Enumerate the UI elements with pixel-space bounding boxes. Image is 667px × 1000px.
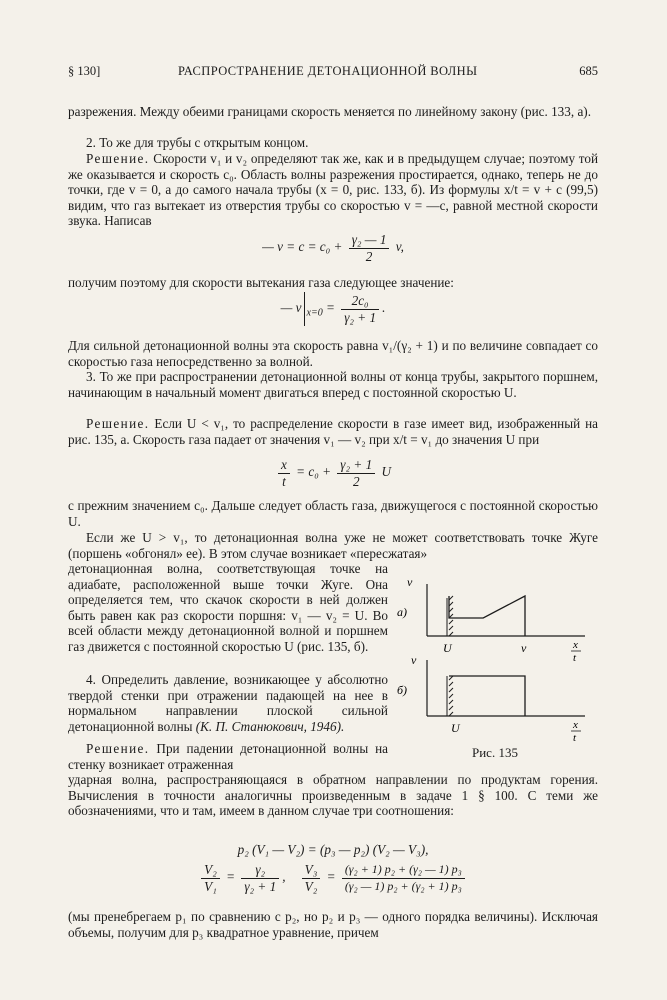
panel-b-tick-U: U [451, 721, 460, 735]
text-after-eq2: Для сильной детонационной волны эта скорость равна v₁/(γ₂ + 1) и по величине совпадает со скоростью газа непосредственно за волной. [68, 338, 598, 369]
running-header [68, 64, 598, 82]
solution-3: Решение. Если U < v₁, то распределение скорости в газе имеет вид, изображенный на рис. 135, а. Скорость газа падает от значения v₁ — v₂ при x/t = v₁ до значения U при [68, 416, 598, 447]
paragraph-u-narrow: детонационная волна, соответствующая точке на адиабате, расположенной выше точки Жуге. Она определяется тем, что скачок скорости в ней должен быть равен как раз скорости поршня: v₁ — v₂ = U. Во всей области между детонационной волной и поршнем газ движется с постоянной скоростью U (рис. 135, б). [68, 561, 388, 654]
panel-a-tick-v: v [521, 641, 527, 655]
problem-4: 4. Определить давление, возникающее у абсолютно твердой стенки при отражении падающей на нее в нормальном направлении плоской сильной детонационной волны (К. П. Станюкович, 1946). [68, 672, 388, 734]
panel-b-velocity-profile [449, 676, 525, 716]
problem-3: 3. То же при распространении детонационной волны от конца трубы, закрытого поршнем, начинающим в начальный момент двигаться вперед с постоянной скоростью U. [68, 369, 598, 400]
last-paragraph: (мы пренебрегаем p₁ по сравнению с p₂, но p₂ и p₃ — одного порядка величины). Исключая объемы, получим для p₃ квадратное уравнение, причем [68, 909, 598, 940]
page-number: 685 [579, 64, 598, 78]
solution-4-narrow: Решение. При падении детонационной волны на стенку возникает отраженная [68, 741, 389, 772]
panel-b-label: б) [397, 683, 408, 697]
paragraph-u-greater: Если же U > v₁, то детонационная волна уже не может соответствовать точке Жуге (поршень «обгонял» ее). В этом случае возникает «пересжатая» [68, 530, 598, 561]
panel-a-x-num: x [573, 639, 578, 651]
panel-b-wall-hatch [447, 676, 453, 716]
panel-b-x-num: x [573, 719, 578, 731]
text-after-eq3: с прежним значением c₀. Дальше следует область газа, движущегося с постоянной скоростью U. [68, 498, 598, 529]
panel-b-y-label: v [411, 653, 417, 667]
section-mark: § 130] [68, 64, 101, 78]
equation-5: $\frac{\text{V₂}}{\text{V₁}}$ = $\frac{\text{γ₂}}{\text{γ₂ + 1}}$ , $\frac{\text{V₃}}{\text{V₂}}$ = $\frac{\text{(γ₂ + 1) p₂ + (γ₂ — 1) p₃}}{\text{(γ₂ — 1) p₂ + (γ₂ + 1) p₃}}$ [68, 862, 598, 894]
panel-a-y-label: v [407, 575, 413, 589]
problem-2: 2. То же для трубы с открытым концом. [86, 135, 309, 150]
panel-a-tick-U: U [443, 641, 452, 655]
panel-a-velocity-profile [449, 596, 525, 636]
figure-135 [397, 575, 605, 766]
equation-4: p₂ (V₁ — V₂) = (p₃ — p₂) (V₂ — V₃), [237, 842, 429, 857]
equation-2: — v $_{x=0}$ = $\frac{\text{2c₀}}{\text{γ₂ + 1}}$ . [280, 292, 386, 325]
solution-4-full: ударная волна, распространяющаяся в обратном направлении по продуктам горения. Вычисления в точности аналогичны произведенным в задаче 1 § 100. С теми же обозначениями, что и там, имеем в данном случае три соотношения: [68, 772, 598, 819]
panel-a-x-den: t [573, 652, 577, 664]
equation-1: — v = c = c₀ + $\frac{\text{γ₂ — 1}}{2}$ v, [262, 232, 404, 264]
panel-a-label: а) [397, 605, 407, 619]
header-title: РАСПРОСТРАНЕНИЕ ДЕТОНАЦИОННОЙ ВОЛНЫ [178, 64, 478, 78]
equation-3: $\frac{x}{t}$ = c₀ + $\frac{\text{γ₂ + 1}}{2}$ U [68, 457, 598, 489]
panel-b-x-den: t [573, 732, 577, 744]
solution-label: Решение. [86, 151, 150, 166]
panel-a-wall-hatch [447, 596, 453, 636]
figure-caption: Рис. 135 [472, 745, 518, 760]
solution-2: Решение. Скорости v₁ и v₂ определяют так же, как и в предыдущем случае; поэтому той же оказывается и скорость c₀. Область волны разрежения простирается, однако, теперь не до точки, где v = 0, а до самого начала трубы (x = 0, рис. 133, б). Из формулы x/t = v + c (99,5) видим, что газ вытекает из отверстия трубы со скоростью v = —c, равной местной скорости звука. Написав [68, 151, 599, 229]
text-after-eq1: получим поэтому для скорости вытекания газа следующее значение: [68, 275, 454, 290]
paragraph-continued: разрежения. Между обеими границами скорость меняется по линейному закону (рис. 133, а). [68, 104, 591, 119]
